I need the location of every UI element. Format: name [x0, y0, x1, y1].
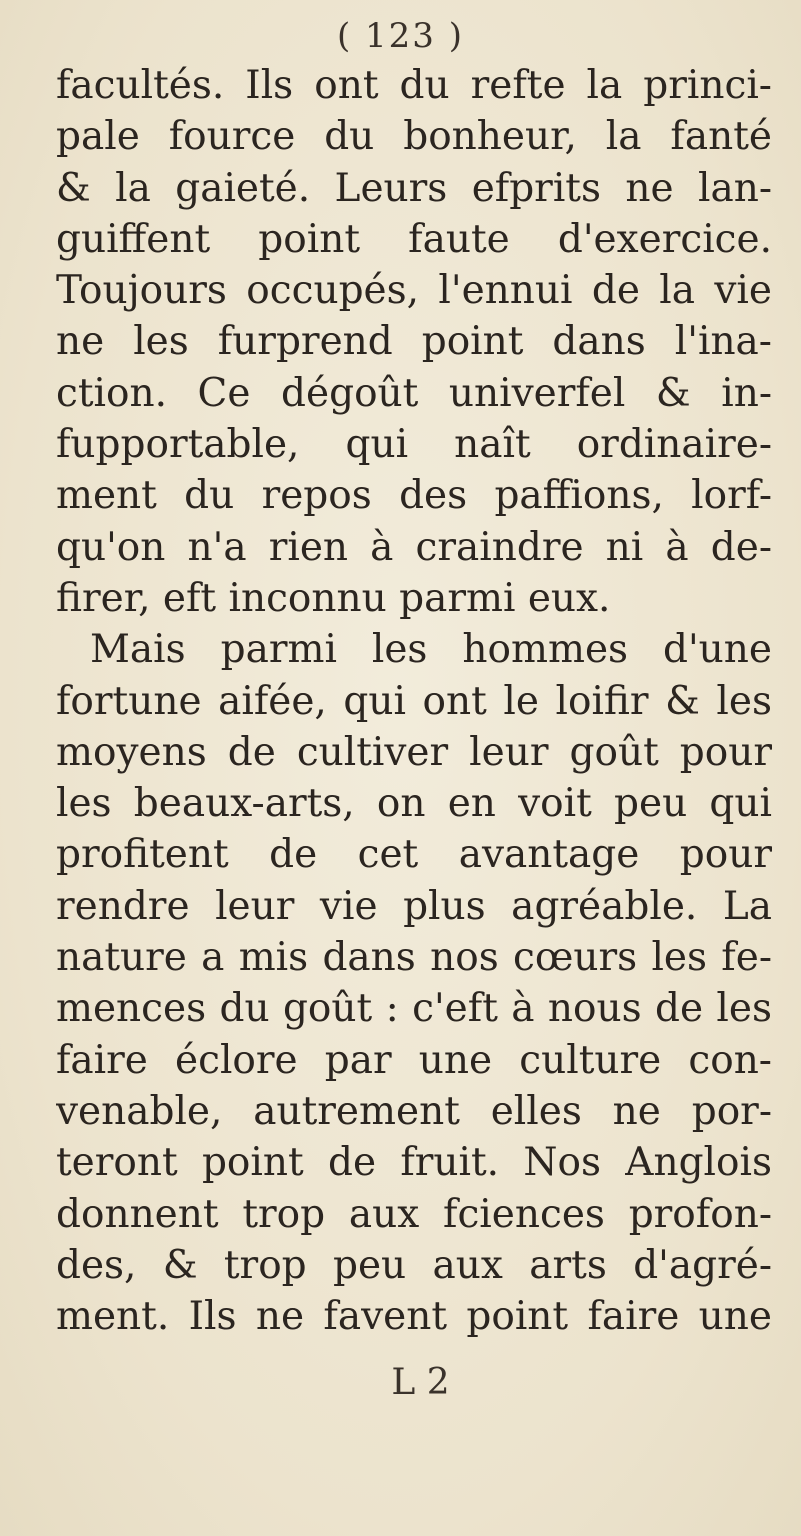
text-line: ction. Ce dégoût univerfel & in-: [56, 370, 772, 416]
text-line: ment du repos des paffions, lorf-: [56, 473, 772, 519]
text-line: ne les furprend point dans l'ina-: [56, 319, 772, 365]
text-line: moyens de cultiver leur goût pour: [56, 729, 772, 775]
text-line: venable, autrement elles ne por-: [56, 1088, 772, 1134]
text-line: donnent trop aux fciences profon-: [56, 1191, 772, 1237]
text-line: rendre leur vie plus agréable. La: [56, 883, 772, 929]
text-line: qu'on n'a rien à craindre ni à de-: [56, 524, 772, 570]
text-line: & la gaieté. Leurs efprits ne lan-: [56, 165, 772, 211]
signature-mark: L 2: [391, 1362, 450, 1403]
text-line-paragraph-start: Mais parmi les hommes d'une: [90, 627, 772, 673]
text-line: mences du goût : c'eft à nous de les: [56, 986, 772, 1032]
text-line: profitent de cet avantage pour: [56, 832, 772, 878]
text-line: pale fource du bonheur, la fanté: [56, 114, 772, 160]
text-line: nature a mis dans nos cœurs les fe-: [56, 935, 772, 981]
text-line: Toujours occupés, l'ennui de la vie: [56, 268, 772, 314]
text-line: ment. Ils ne favent point faire une: [56, 1294, 772, 1340]
text-line: des, & trop peu aux arts d'agré-: [56, 1242, 772, 1288]
text-line: fortune aifée, qui ont le loifir & les: [56, 678, 772, 724]
text-line: teront point de fruit. Nos Anglois: [56, 1140, 772, 1186]
text-line: les beaux-arts, on en voit peu qui: [56, 781, 772, 827]
text-line: faire éclore par une culture con-: [56, 1037, 772, 1083]
text-line: fupportable, qui naît ordinaire-: [56, 422, 772, 468]
page-number: ( 123 ): [336, 16, 465, 56]
text-line: guiffent point faute d'exercice.: [56, 216, 772, 262]
text-line: facultés. Ils ont du refte la princi-: [56, 63, 772, 108]
body-text: [56, 60, 772, 1342]
text-line-paragraph-end: firer, eft inconnu parmi eux.: [56, 575, 611, 621]
